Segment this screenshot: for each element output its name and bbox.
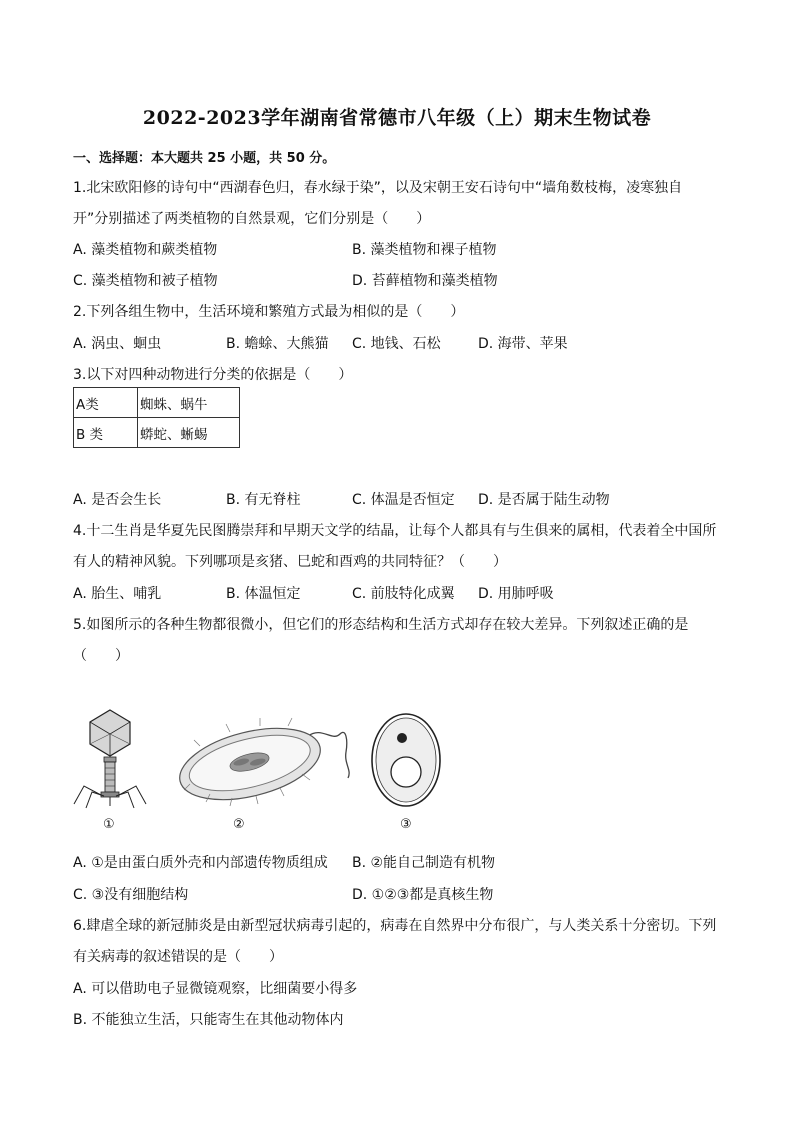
bacteriophage-illustration	[70, 706, 160, 811]
q5-option-d: D. ①②③都是真核生物	[352, 887, 494, 903]
q5-option-b: B. ②能自己制造有机物	[352, 855, 496, 871]
page-title: 2022-2023学年湖南省常德市八年级（上）期末生物试卷	[142, 107, 652, 129]
q1-option-d: D. 苔藓植物和藻类植物	[352, 273, 498, 289]
question-1-line-1: 1.北宋欧阳修的诗句中“西湖春色归，春水绿于染”，以及宋朝王安石诗句中“墙角数枝梅，凌寒独自	[73, 180, 683, 196]
q5-option-a: A. ①是由蛋白质外壳和内部遗传物质组成	[73, 855, 328, 871]
figure-label-1: ①	[103, 817, 115, 832]
q6-option-a: A. 可以借助电子显微镜观察，比细菌要小得多	[73, 981, 358, 997]
q1-option-c: C. 藻类植物和被子植物	[73, 273, 218, 289]
q5-option-c: C. ③没有细胞结构	[73, 887, 189, 903]
section-heading: 一、选择题：本大题共 25 小题，共 50 分。	[73, 151, 336, 166]
figure-label-2: ②	[233, 817, 245, 832]
question-4-line-2: 有人的精神风貌。下列哪项是亥猪、巳蛇和酉鸡的共同特征？（ ）	[73, 554, 507, 570]
table-cell: A类	[74, 388, 138, 418]
q2-option-a: A. 涡虫、蛔虫	[73, 336, 162, 352]
q2-option-c: C. 地钱、石松	[352, 336, 441, 352]
q3-option-d: D. 是否属于陆生动物	[478, 492, 610, 508]
question-5-line-1: 5.如图所示的各种生物都很微小，但它们的形态结构和生活方式却存在较大差异。下列叙述正确的是	[73, 617, 689, 633]
table-cell: B 类	[74, 418, 138, 448]
question-6-line-2: 有关病毒的叙述错误的是（ ）	[73, 949, 283, 965]
q4-option-c: C. 前肢特化成翼	[352, 586, 455, 602]
question-1-line-2: 开”分别描述了两类植物的自然景观，它们分别是（ ）	[73, 211, 431, 227]
classification-table	[73, 387, 240, 448]
question-3-line-1: 3.以下对四种动物进行分类的依据是（ ）	[73, 367, 353, 383]
question-2-line-1: 2.下列各组生物中，生活环境和繁殖方式最为相似的是（ ）	[73, 304, 465, 320]
yeast-cell-illustration	[368, 710, 446, 810]
q6-option-b: B. 不能独立生活，只能寄生在其他动物体内	[73, 1012, 344, 1028]
table-cell: 蟒蛇、蜥蜴	[138, 418, 240, 448]
q4-option-a: A. 胎生、哺乳	[73, 586, 162, 602]
q4-option-b: B. 体温恒定	[226, 586, 301, 602]
q1-option-a: A. 藻类植物和蕨类植物	[73, 242, 218, 258]
bacterium-illustration	[170, 712, 360, 810]
question-4-line-1: 4.十二生肖是华夏先民图腾崇拜和早期天文学的结晶，让每个人都具有与生俱来的属相，代表着全中国所	[73, 523, 717, 539]
q1-option-b: B. 藻类植物和裸子植物	[352, 242, 497, 258]
table-row	[74, 418, 240, 448]
question-5-line-2: （ ）	[73, 648, 129, 664]
q4-option-d: D. 用肺呼吸	[478, 586, 554, 602]
table-cell: 蜘蛛、蜗牛	[138, 388, 240, 418]
q2-option-d: D. 海带、苹果	[478, 336, 568, 352]
figure-label-3: ③	[400, 817, 412, 832]
q2-option-b: B. 蟾蜍、大熊猫	[226, 336, 329, 352]
table-row	[74, 388, 240, 418]
question-6-line-1: 6.肆虐全球的新冠肺炎是由新型冠状病毒引起的，病毒在自然界中分布很广，与人类关系十分密切。下列	[73, 918, 717, 934]
q3-option-b: B. 有无脊柱	[226, 492, 301, 508]
q3-option-c: C. 体温是否恒定	[352, 492, 455, 508]
q3-option-a: A. 是否会生长	[73, 492, 162, 508]
